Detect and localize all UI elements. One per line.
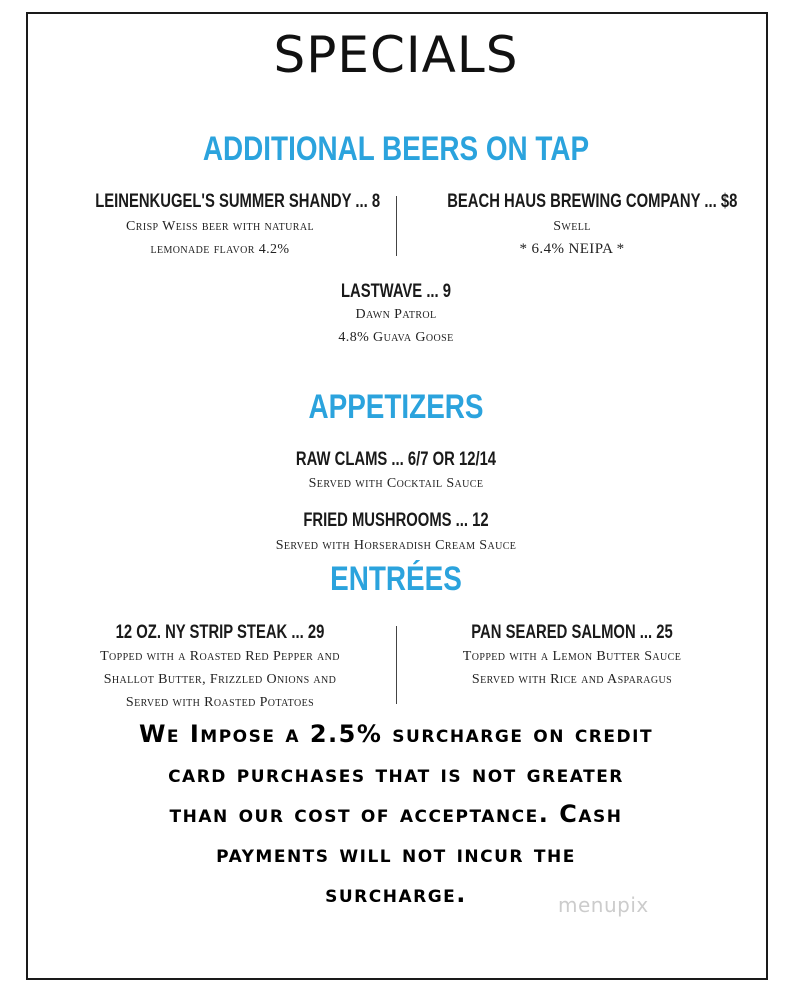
appetizer-desc-raw-clams: Served with Cocktail Sauce xyxy=(308,476,484,491)
appetizer-desc-fried-mushrooms: Served with Horseradish Cream Sauce xyxy=(275,538,517,553)
beer-desc-leinenkugel-line-1: Crisp Weiss beer with natural xyxy=(126,219,314,234)
entree-desc-strip-steak-line-3: Served with Roasted Potatoes xyxy=(125,695,315,710)
entree-desc-strip-steak-line-2: Shallot Butter, Frizzled Onions and xyxy=(103,672,337,687)
entrees-heading: ENTRÉES xyxy=(330,560,462,598)
page-title: SPECIALS xyxy=(273,26,519,84)
surcharge-notice-line: surcharge. xyxy=(325,880,467,908)
beer-desc-beach-haus-line-1: Swell xyxy=(553,219,591,234)
beer-name-beach-haus: BEACH HAUS BREWING COMPANY ... $8 xyxy=(447,191,738,212)
beers-heading: ADDITIONAL BEERS ON TAP xyxy=(202,130,590,168)
surcharge-notice-line: card purchases that is not greater xyxy=(168,760,624,788)
beer-column-divider xyxy=(396,196,397,256)
surcharge-notice-line: payments will not incur the xyxy=(216,840,576,868)
entree-desc-strip-steak-line-1: Topped with a Roasted Red Pepper and xyxy=(100,649,340,664)
entree-desc-salmon-line-1: Topped with a Lemon Butter Sauce xyxy=(462,649,682,664)
beer-name-lastwave: LASTWAVE ... 9 xyxy=(340,281,452,302)
surcharge-notice-line: We Impose a 2.5% surcharge on credit xyxy=(138,720,654,748)
beer-desc-lastwave-line-1: Dawn Patrol xyxy=(355,307,437,322)
beer-desc-leinenkugel-line-2: lemonade flavor 4.2% xyxy=(150,242,290,257)
beer-name-leinenkugel: LEINENKUGEL'S SUMMER SHANDY ... 8 xyxy=(95,191,381,212)
appetizers-heading: APPETIZERS xyxy=(308,388,484,426)
entree-name-salmon: PAN SEARED SALMON ... 25 xyxy=(471,622,673,643)
entree-desc-salmon-line-2: Served with Rice and Asparagus xyxy=(471,672,673,687)
surcharge-notice xyxy=(40,714,752,914)
menupix-watermark: menupix xyxy=(558,893,649,917)
appetizer-name-raw-clams: RAW CLAMS ... 6/7 OR 12/14 xyxy=(295,449,497,470)
beer-desc-lastwave-line-2: 4.8% Guava Goose xyxy=(338,330,454,345)
surcharge-notice-line: than our cost of acceptance. Cash xyxy=(169,800,623,828)
entree-name-strip-steak: 12 OZ. NY STRIP STEAK ... 29 xyxy=(115,622,325,643)
beer-desc-beach-haus-line-2: * 6.4% NEIPA * xyxy=(519,241,625,257)
entree-column-divider xyxy=(396,626,397,704)
appetizer-name-fried-mushrooms: FRIED MUSHROOMS ... 12 xyxy=(303,510,489,531)
